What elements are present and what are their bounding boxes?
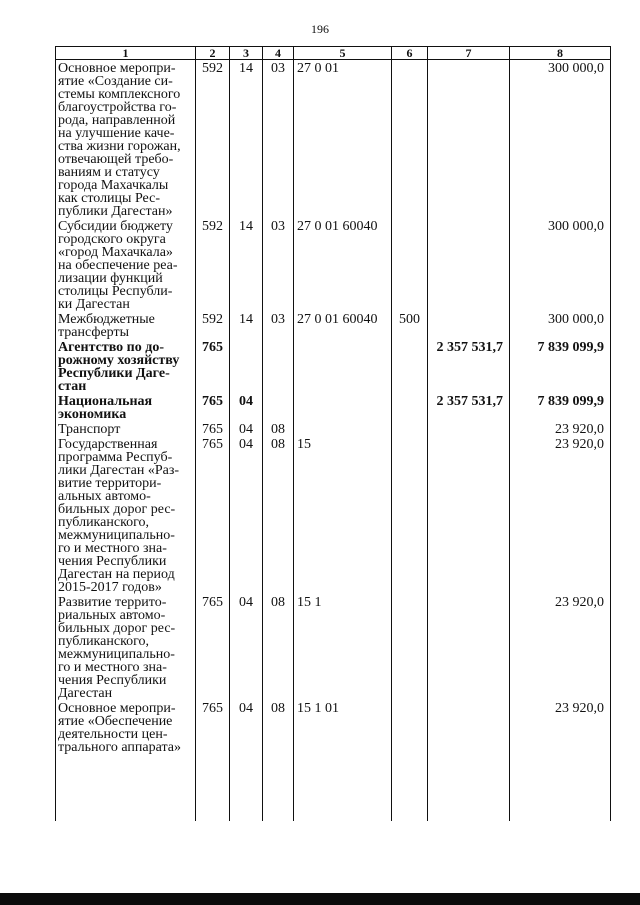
subsection-code: 08 <box>263 421 294 436</box>
item-name: Государственная программа Респуб- лики Дагестан «Раз- витие территори- альных автомо- бильных дорог рес- публиканского, межмуниципально- го и местного зна- чения Республики Дагестан на период 2015-2017 годов» <box>56 436 196 594</box>
amount-col7 <box>428 436 510 594</box>
subsection-code: 03 <box>263 218 294 311</box>
target-article-code: 15 1 <box>294 594 392 700</box>
amount-col7: 2 357 531,7 <box>428 393 510 421</box>
section-code: 04 <box>230 436 263 594</box>
ministry-code: 592 <box>196 311 230 339</box>
section-code: 04 <box>230 594 263 700</box>
scan-edge-bar <box>0 893 640 905</box>
empty-cell <box>56 754 196 821</box>
subsection-code <box>263 339 294 393</box>
table-body <box>56 60 611 822</box>
target-article-code: 27 0 01 60040 <box>294 311 392 339</box>
amount-col7: 2 357 531,7 <box>428 339 510 393</box>
expense-type-code <box>392 339 428 393</box>
subsection-code: 03 <box>263 60 294 219</box>
amount-col7 <box>428 421 510 436</box>
expense-type-code <box>392 60 428 219</box>
amount-col8: 23 920,0 <box>510 421 611 436</box>
ministry-code: 765 <box>196 436 230 594</box>
item-name: Основное меропри- ятие «Обеспечение деятельности цен- трального аппарата» <box>56 700 196 754</box>
section-code: 04 <box>230 393 263 421</box>
column-number-header <box>56 47 611 60</box>
subsection-code: 08 <box>263 594 294 700</box>
amount-col7 <box>428 60 510 219</box>
section-code: 04 <box>230 700 263 754</box>
target-article-code: 27 0 01 <box>294 60 392 219</box>
empty-cell <box>263 754 294 821</box>
amount-col8: 7 839 099,9 <box>510 393 611 421</box>
column-header: 3 <box>230 47 263 60</box>
empty-cell <box>230 754 263 821</box>
column-header: 7 <box>428 47 510 60</box>
expense-type-code <box>392 436 428 594</box>
ministry-code: 592 <box>196 60 230 219</box>
column-header: 5 <box>294 47 392 60</box>
section-code: 14 <box>230 311 263 339</box>
table-row <box>56 700 611 754</box>
target-article-code: 15 1 01 <box>294 700 392 754</box>
table-row <box>56 218 611 311</box>
amount-col8: 7 839 099,9 <box>510 339 611 393</box>
table-row <box>56 421 611 436</box>
target-article-code <box>294 339 392 393</box>
item-name: Развитие террито- риальных автомо- бильных дорог рес- публиканского, межмуниципально- го и местного зна- чения Республики Дагестан <box>56 594 196 700</box>
subsection-code: 08 <box>263 436 294 594</box>
target-article-code: 27 0 01 60040 <box>294 218 392 311</box>
expense-type-code <box>392 218 428 311</box>
ministry-code: 765 <box>196 393 230 421</box>
amount-col8: 300 000,0 <box>510 311 611 339</box>
ministry-code: 765 <box>196 421 230 436</box>
amount-col7 <box>428 218 510 311</box>
column-header: 2 <box>196 47 230 60</box>
item-name: Национальная экономика <box>56 393 196 421</box>
column-header: 4 <box>263 47 294 60</box>
expense-type-code <box>392 700 428 754</box>
column-header: 6 <box>392 47 428 60</box>
ministry-code: 765 <box>196 700 230 754</box>
amount-col8: 300 000,0 <box>510 218 611 311</box>
amount-col8: 23 920,0 <box>510 700 611 754</box>
target-article-code <box>294 421 392 436</box>
empty-cell <box>392 754 428 821</box>
expense-type-code <box>392 393 428 421</box>
empty-cell <box>510 754 611 821</box>
amount-col7 <box>428 311 510 339</box>
amount-col7 <box>428 700 510 754</box>
subsection-code: 08 <box>263 700 294 754</box>
section-code: 14 <box>230 60 263 219</box>
expense-type-code <box>392 421 428 436</box>
column-header: 8 <box>510 47 611 60</box>
subsection-code <box>263 393 294 421</box>
column-header: 1 <box>56 47 196 60</box>
section-code: 14 <box>230 218 263 311</box>
item-name: Агентство по до- рожному хозяйству Республики Даге- стан <box>56 339 196 393</box>
empty-cell <box>196 754 230 821</box>
page-number: 196 <box>311 22 329 36</box>
target-article-code <box>294 393 392 421</box>
table-row <box>56 594 611 700</box>
ministry-code: 592 <box>196 218 230 311</box>
empty-cell <box>294 754 392 821</box>
empty-cell <box>428 754 510 821</box>
item-name: Транспорт <box>56 421 196 436</box>
table-row <box>56 436 611 594</box>
item-name: Субсидии бюджету городского округа «город Махачкала» на обеспечение реа- лизации функций столицы Республи- ки Дагестан <box>56 218 196 311</box>
subsection-code: 03 <box>263 311 294 339</box>
item-name: Основное меропри- ятие «Создание си- стемы комплексного благоустройства го- рода, направленной на улучшение каче- ства жизни горожан, отвечающей требо- ваниям и статусу города Махачкалы как столицы Рес- публики Дагестан» <box>56 60 196 219</box>
target-article-code: 15 <box>294 436 392 594</box>
section-code: 04 <box>230 421 263 436</box>
ministry-code: 765 <box>196 339 230 393</box>
table-row <box>56 393 611 421</box>
amount-col7 <box>428 594 510 700</box>
amount-col8: 23 920,0 <box>510 436 611 594</box>
amount-col8: 23 920,0 <box>510 594 611 700</box>
item-name: Межбюджетные трансферты <box>56 311 196 339</box>
amount-col8: 300 000,0 <box>510 60 611 219</box>
expense-type-code <box>392 594 428 700</box>
section-code <box>230 339 263 393</box>
ministry-code: 765 <box>196 594 230 700</box>
expense-type-code: 500 <box>392 311 428 339</box>
budget-table <box>55 46 611 821</box>
table-row <box>56 60 611 219</box>
table-row <box>56 339 611 393</box>
table-filler-row <box>56 754 611 821</box>
table-row <box>56 311 611 339</box>
